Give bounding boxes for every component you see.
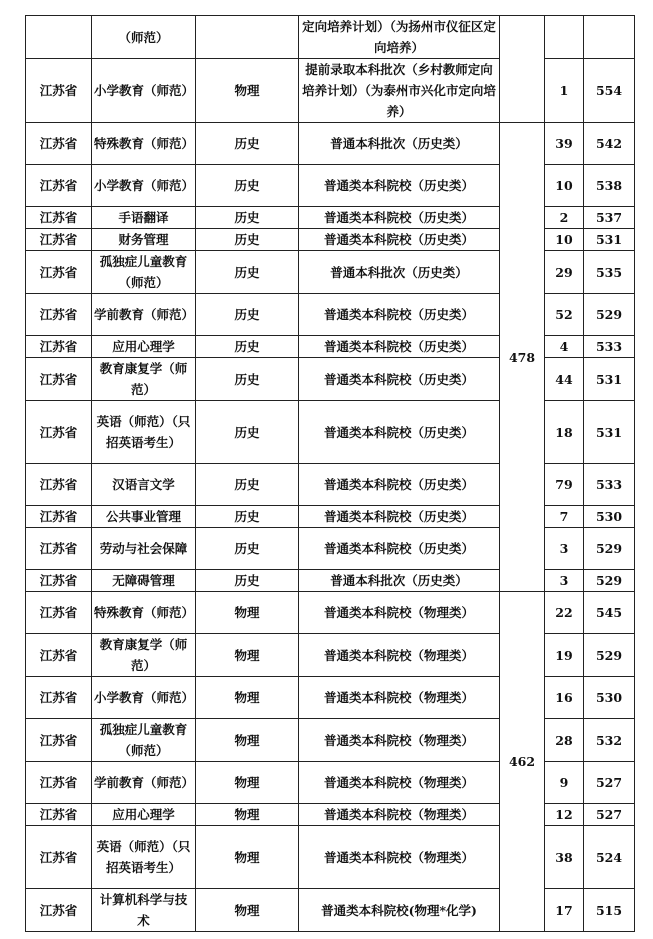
province-cell: 江苏省 [26,401,92,464]
province-cell [26,16,92,59]
subject-cell: 历史 [196,401,299,464]
batch-cell: 普通类本科院校（物理类） [299,592,500,634]
table-row [26,592,635,634]
major-cell: 公共事业管理 [92,506,196,528]
province-cell: 江苏省 [26,464,92,506]
subject-cell: 历史 [196,294,299,336]
min-score-cell: 524 [584,826,635,889]
min-score-cell: 533 [584,336,635,358]
subject-cell: 历史 [196,506,299,528]
province-cell: 江苏省 [26,229,92,251]
subject-cell: 物理 [196,719,299,762]
min-score-cell: 554 [584,59,635,123]
min-score-cell: 532 [584,719,635,762]
control-line-cell: 462 [500,592,545,932]
major-cell: 教育康复学（师范） [92,634,196,677]
subject-cell: 历史 [196,123,299,165]
province-cell: 江苏省 [26,294,92,336]
major-cell: 小学教育（师范） [92,677,196,719]
major-cell: 学前教育（师范） [92,294,196,336]
min-score-cell: 529 [584,634,635,677]
subject-cell: 历史 [196,165,299,207]
min-score-cell: 531 [584,358,635,401]
major-cell: 英语（师范）（只招英语考生） [92,826,196,889]
major-cell: 孤独症儿童教育（师范） [92,251,196,294]
major-cell: 应用心理学 [92,804,196,826]
batch-cell: 普通类本科院校（历史类） [299,401,500,464]
major-cell: 特殊教育（师范） [92,123,196,165]
plan-count-cell: 29 [545,251,584,294]
plan-count-cell: 39 [545,123,584,165]
province-cell: 江苏省 [26,762,92,804]
plan-count-cell: 19 [545,634,584,677]
province-cell: 江苏省 [26,123,92,165]
plan-count-cell: 3 [545,528,584,570]
major-cell: 英语（师范）（只招英语考生） [92,401,196,464]
min-score-cell: 535 [584,251,635,294]
min-score-cell: 527 [584,762,635,804]
major-cell: 孤独症儿童教育（师范） [92,719,196,762]
major-cell: 手语翻译 [92,207,196,229]
subject-cell [196,16,299,59]
min-score-cell: 529 [584,528,635,570]
batch-cell: 定向培养计划）（为扬州市仪征区定向培养） [299,16,500,59]
min-score-cell: 537 [584,207,635,229]
province-cell: 江苏省 [26,634,92,677]
subject-cell: 物理 [196,634,299,677]
batch-cell: 普通本科批次（历史类） [299,251,500,294]
batch-cell: 普通类本科院校（物理类） [299,634,500,677]
batch-cell: 普通类本科院校（物理类） [299,719,500,762]
subject-cell: 历史 [196,251,299,294]
min-score-cell: 530 [584,677,635,719]
subject-cell: 物理 [196,826,299,889]
province-cell: 江苏省 [26,570,92,592]
major-cell: 应用心理学 [92,336,196,358]
major-cell: 小学教育（师范） [92,59,196,123]
subject-cell: 物理 [196,804,299,826]
plan-count-cell: 28 [545,719,584,762]
province-cell: 江苏省 [26,506,92,528]
subject-cell: 物理 [196,889,299,932]
batch-cell: 普通类本科院校（物理类） [299,762,500,804]
min-score-cell: 529 [584,570,635,592]
min-score-cell: 545 [584,592,635,634]
min-score-cell: 527 [584,804,635,826]
major-cell: 无障碍管理 [92,570,196,592]
batch-cell: 普通本科批次（历史类） [299,123,500,165]
province-cell: 江苏省 [26,719,92,762]
plan-count-cell: 18 [545,401,584,464]
subject-cell: 物理 [196,592,299,634]
table-row [26,16,635,59]
min-score-cell: 515 [584,889,635,932]
plan-count-cell: 3 [545,570,584,592]
batch-cell: 普通类本科院校（历史类） [299,506,500,528]
subject-cell: 物理 [196,59,299,123]
province-cell: 江苏省 [26,207,92,229]
plan-count-cell: 9 [545,762,584,804]
plan-count-cell: 2 [545,207,584,229]
batch-cell: 普通类本科院校（历史类） [299,165,500,207]
batch-cell: 普通类本科院校（历史类） [299,528,500,570]
min-score-cell: 533 [584,464,635,506]
min-score-cell: 530 [584,506,635,528]
plan-count-cell: 44 [545,358,584,401]
major-cell: 财务管理 [92,229,196,251]
table-row [26,123,635,165]
batch-cell: 普通类本科院校(物理*化学) [299,889,500,932]
province-cell: 江苏省 [26,804,92,826]
subject-cell: 历史 [196,336,299,358]
min-score-cell: 538 [584,165,635,207]
batch-cell: 普通类本科院校（历史类） [299,336,500,358]
min-score-cell: 531 [584,229,635,251]
province-cell: 江苏省 [26,677,92,719]
subject-cell: 历史 [196,464,299,506]
plan-count-cell: 17 [545,889,584,932]
province-cell: 江苏省 [26,889,92,932]
batch-cell: 普通本科批次（历史类） [299,570,500,592]
plan-count-cell: 16 [545,677,584,719]
province-cell: 江苏省 [26,165,92,207]
batch-cell: 普通类本科院校（历史类） [299,229,500,251]
min-score-cell: 542 [584,123,635,165]
plan-count-cell: 12 [545,804,584,826]
plan-count-cell: 10 [545,229,584,251]
plan-count-cell: 38 [545,826,584,889]
subject-cell: 历史 [196,528,299,570]
subject-cell: 历史 [196,358,299,401]
province-cell: 江苏省 [26,336,92,358]
province-cell: 江苏省 [26,251,92,294]
major-cell: 小学教育（师范） [92,165,196,207]
batch-cell: 普通类本科院校（历史类） [299,294,500,336]
major-cell: 计算机科学与技术 [92,889,196,932]
province-cell: 江苏省 [26,358,92,401]
plan-count-cell [545,16,584,59]
control-line-cell [500,16,545,123]
subject-cell: 物理 [196,762,299,804]
major-cell: 劳动与社会保障 [92,528,196,570]
plan-count-cell: 7 [545,506,584,528]
plan-count-cell: 52 [545,294,584,336]
plan-count-cell: 10 [545,165,584,207]
subject-cell: 历史 [196,570,299,592]
batch-cell: 普通类本科院校（物理类） [299,677,500,719]
batch-cell: 普通类本科院校（历史类） [299,464,500,506]
batch-cell: 普通类本科院校（物理类） [299,804,500,826]
plan-count-cell: 79 [545,464,584,506]
subject-cell: 历史 [196,229,299,251]
major-cell: 汉语言文学 [92,464,196,506]
min-score-cell: 531 [584,401,635,464]
batch-cell: 提前录取本科批次（乡村教师定向培养计划）（为泰州市兴化市定向培养） [299,59,500,123]
plan-count-cell: 22 [545,592,584,634]
major-cell: 特殊教育（师范） [92,592,196,634]
min-score-cell [584,16,635,59]
batch-cell: 普通类本科院校（物理类） [299,826,500,889]
admission-table [25,15,635,932]
batch-cell: 普通类本科院校（历史类） [299,207,500,229]
province-cell: 江苏省 [26,826,92,889]
province-cell: 江苏省 [26,528,92,570]
control-line-cell: 478 [500,123,545,592]
plan-count-cell: 1 [545,59,584,123]
plan-count-cell: 4 [545,336,584,358]
major-cell: 教育康复学（师范） [92,358,196,401]
min-score-cell: 529 [584,294,635,336]
province-cell: 江苏省 [26,59,92,123]
province-cell: 江苏省 [26,592,92,634]
subject-cell: 历史 [196,207,299,229]
major-cell: （师范） [92,16,196,59]
subject-cell: 物理 [196,677,299,719]
batch-cell: 普通类本科院校（历史类） [299,358,500,401]
major-cell: 学前教育（师范） [92,762,196,804]
